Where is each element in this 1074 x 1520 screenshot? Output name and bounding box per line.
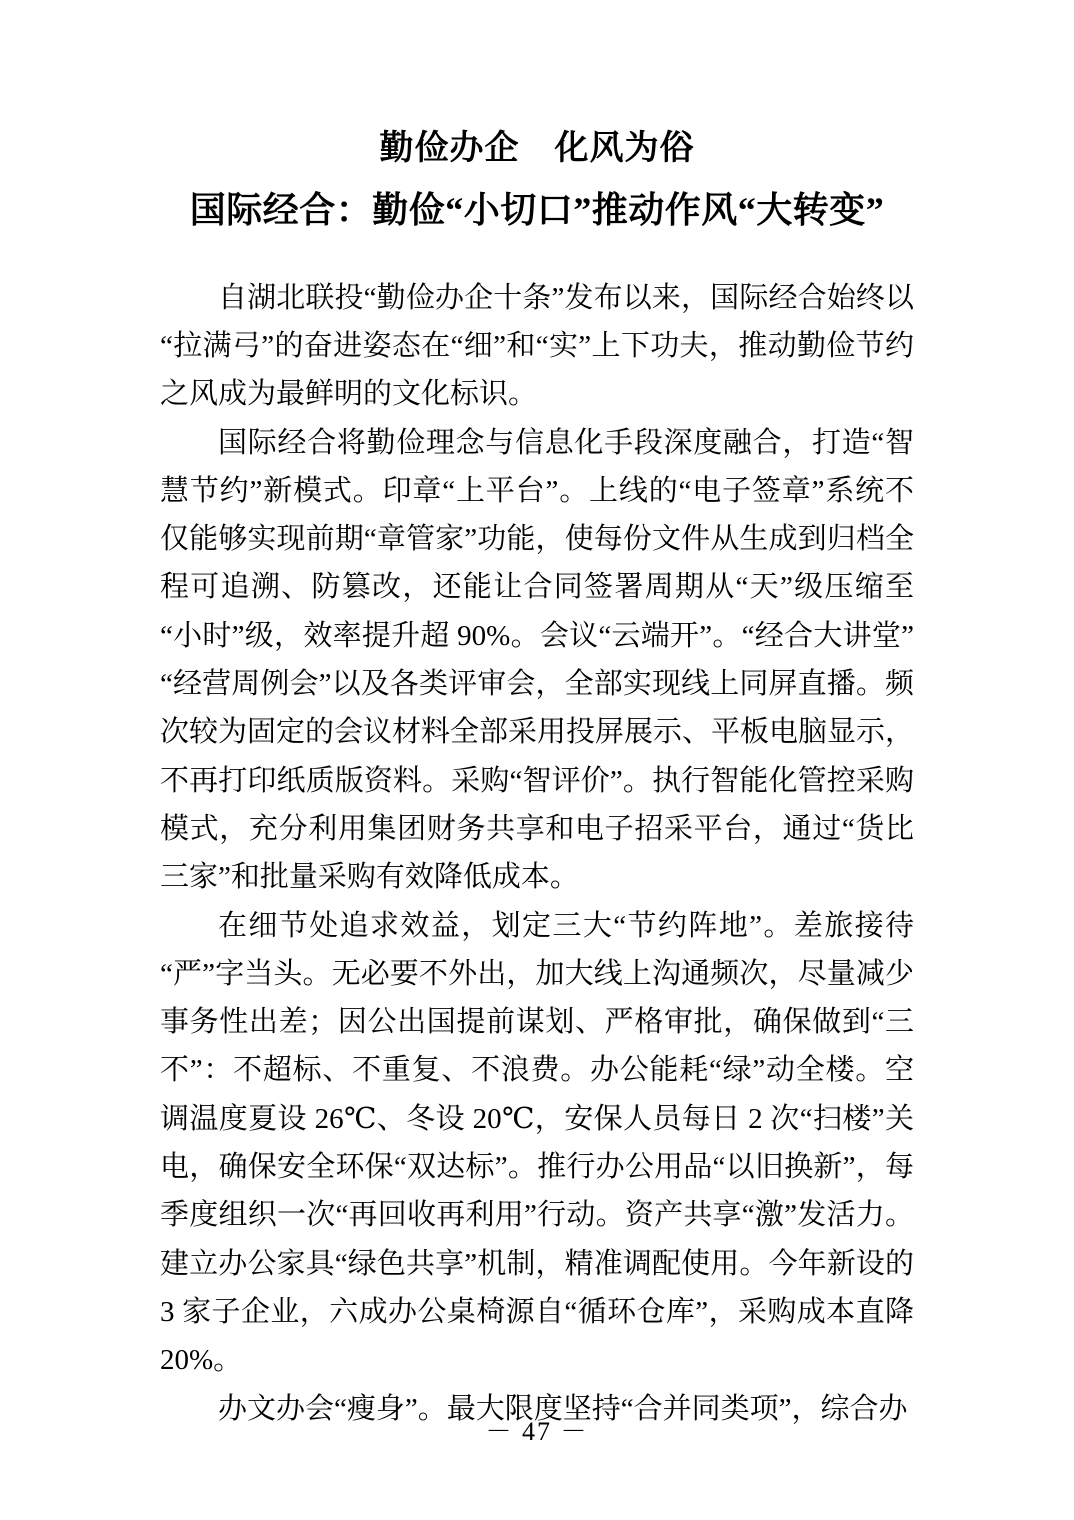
paragraph-1: 自湖北联投“勤俭办企十条”发布以来，国际经合始终以“拉满弓”的奋进姿态在“细”和“实”上下功夫，推动勤俭节约之风成为最鲜明的文化标识。 [160,281,914,411]
paragraph-2: 国际经合将勤俭理念与信息化手段深度融合，打造“智慧节约”新模式。印章“上平台”。上线的“电子签章”系统不仅能够实现前期“章管家”功能，使每份文件从生成到归档全程可追溯、防篡改，还能让合同签署周期从“天”级压缩至“小时”级，效率提升超 90%。会议“云端开”。“经合大讲堂”“经营周例会”以及各类评审会，全部实现线上同屏直播。频次较为固定的会议材料全部采用投屏展示、平板电脑显示，不再打印纸质版资料。采购“智评价”。执行智能化管控采购模式，充分利用集团财务共享和电子招采平台，通过“货比三家”和批量采购有效降低成本。 [160,426,915,894]
document-subtitle: 国际经合：勤俭“小切口”推动作风“大转变” [189,189,885,230]
page-number: － 47 － [485,1417,589,1446]
document-body [160,274,914,1433]
paragraph-3: 在细节处追求效益，划定三大“节约阵地”。差旅接待“严”字当头。无必要不外出，加大线上沟通频次，尽量减少事务性出差；因公出国提前谋划、严格审批，确保做到“三不”：不超标、不重复、不浪费。办公能耗“绿”动全楼。空调温度夏设 26℃、冬设 20℃，安保人员每日 2 次“扫楼”关电，确保安全环保“双达标”。推行办公用品“以旧换新”，每季度组织一次“再回收再利用”行动。资产共享“激”发活力。建立办公家具“绿色共享”机制，精准调配使用。今年新设的 3 家子企业，六成办公桌椅源自“循环仓库”，采购成本直降 20%。 [160,909,914,1377]
paragraph-4: 办文办会“瘦身”。最大限度坚持“合并同类项”，综合办 [218,1392,908,1425]
document-title: 勤俭办企 化风为俗 [379,130,695,167]
